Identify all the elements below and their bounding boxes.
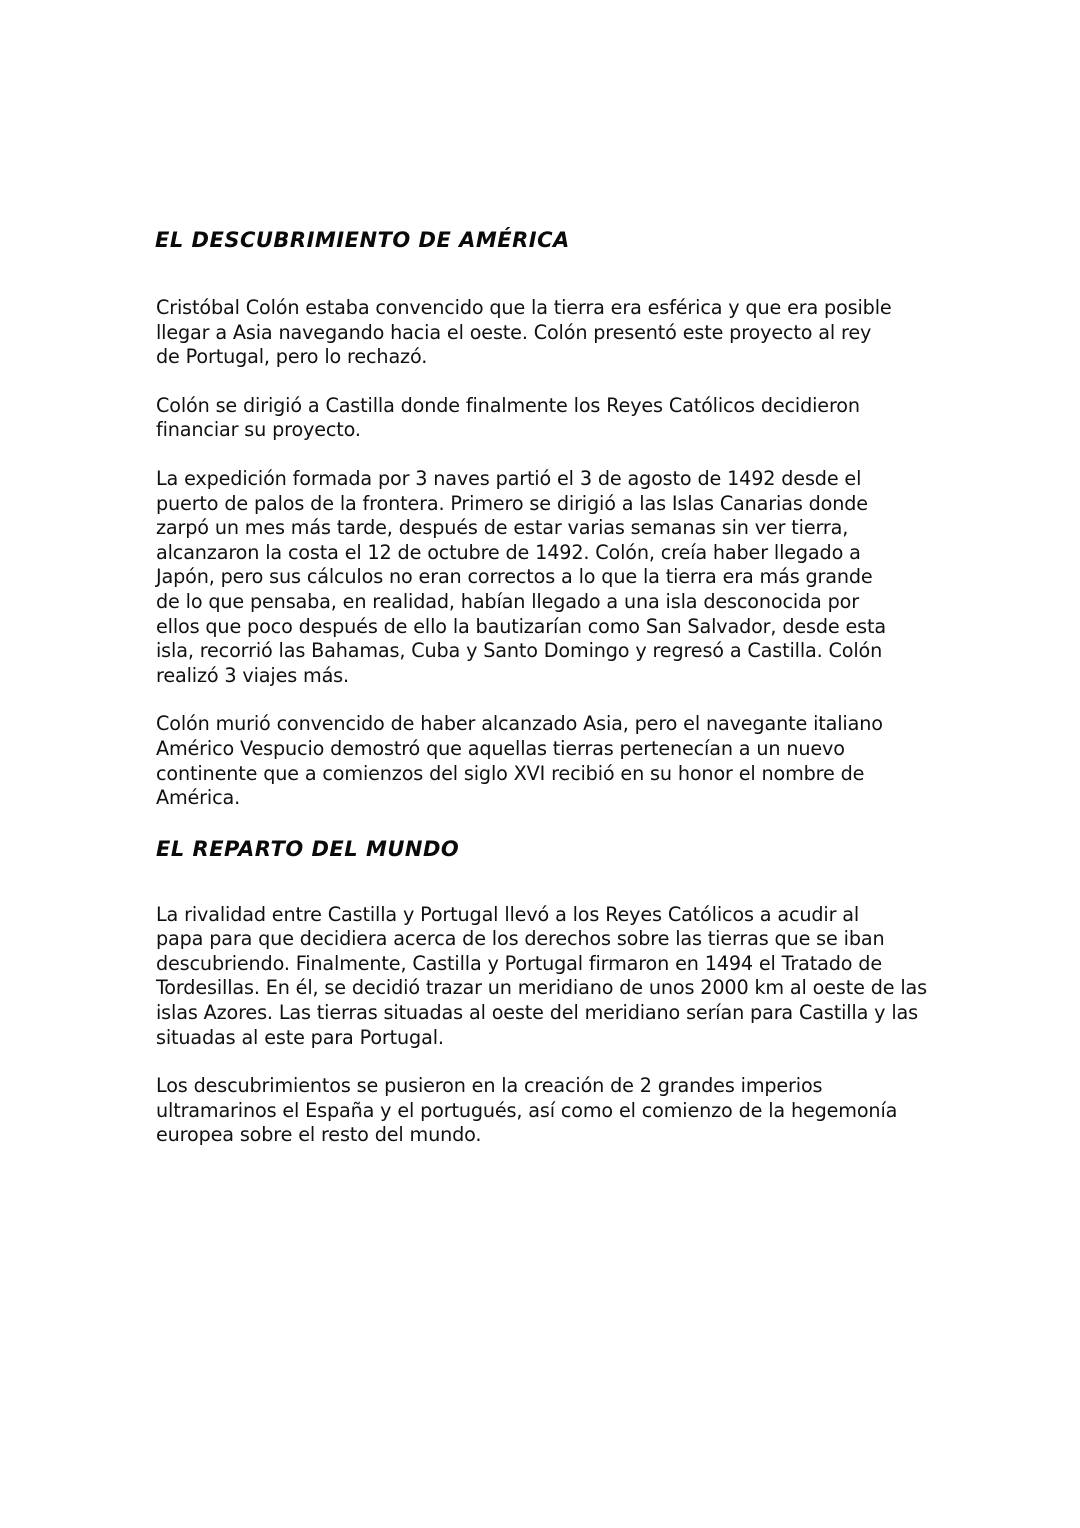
paragraph: [156, 467, 936, 688]
text-line: continente que a comienzos del siglo XVI recibió en su honor el nombre de: [156, 761, 865, 785]
text-line: Japón, pero sus cálculos no eran correctos a lo que la tierra era más grande: [156, 565, 873, 589]
paragraph: [156, 1074, 936, 1148]
section-title-descubrimiento: EL DESCUBRIMIENTO DE AMÉRICA: [155, 228, 570, 252]
text-line: llegar a Asia navegando hacia el oeste. Colón presentó este proyecto al rey: [156, 320, 872, 344]
text-line: Colón murió convencido de haber alcanzado Asia, pero el navegante italiano: [156, 712, 883, 736]
text-line: puerto de palos de la frontera. Primero se dirigió a las Islas Canarias donde: [156, 491, 868, 515]
text-line: papa para que decidiera acerca de los derechos sobre las tierras que se iban: [156, 927, 885, 951]
text-line: isla, recorrió las Bahamas, Cuba y Santo Domingo y regresó a Castilla. Colón: [156, 639, 883, 663]
paragraph: [156, 903, 936, 1051]
text-line: La expedición formada por 3 naves partió el 3 de agosto de 1492 desde el: [156, 466, 862, 490]
text-line: Los descubrimientos se pusieron en la creación de 2 grandes imperios: [156, 1074, 823, 1098]
text-line: islas Azores. Las tierras situadas al oeste del meridiano serían para Castilla y las: [156, 1001, 918, 1025]
text-line: de Portugal, pero lo rechazó.: [156, 345, 428, 369]
paragraph: [156, 296, 936, 370]
text-line: situadas al este para Portugal.: [156, 1025, 444, 1049]
text-line: La rivalidad entre Castilla y Portugal llevó a los Reyes Católicos a acudir al: [156, 902, 860, 926]
text-line: europea sobre el resto del mundo.: [156, 1123, 482, 1147]
text-line: descubriendo. Finalmente, Castilla y Portugal firmaron en 1494 el Tratado de: [156, 951, 882, 975]
text-line: realizó 3 viajes más.: [156, 663, 349, 687]
text-line: alcanzaron la costa el 12 de octubre de 1492. Colón, creía haber llegado a: [156, 540, 861, 564]
text-line: ultramarinos el España y el portugués, así como el comienzo de la hegemonía: [156, 1098, 898, 1122]
text-line: ellos que poco después de ello la bautizarían como San Salvador, desde esta: [156, 614, 886, 638]
text-line: de lo que pensaba, en realidad, habían llegado a una isla desconocida por: [156, 589, 859, 613]
text-line: Cristóbal Colón estaba convencido que la tierra era esférica y que era posible: [156, 296, 892, 319]
section-title-reparto: EL REPARTO DEL MUNDO: [156, 836, 460, 861]
text-line: Tordesillas. En él, se decidió trazar un meridiano de unos 2000 km al oeste de las: [156, 976, 927, 1000]
text-line: zarpó un mes más tarde, después de estar varias semanas sin ver tierra,: [156, 516, 849, 540]
paragraph: [156, 394, 936, 443]
paragraph: [156, 712, 936, 810]
text-line: América.: [156, 786, 241, 810]
text-line: Américo Vespucio demostró que aquellas tierras pertenecían a un nuevo: [156, 736, 845, 760]
text-line: Colón se dirigió a Castilla donde finalmente los Reyes Católicos decidieron: [156, 393, 860, 417]
text-line: financiar su proyecto.: [156, 418, 361, 442]
document-page: [156, 226, 936, 1148]
